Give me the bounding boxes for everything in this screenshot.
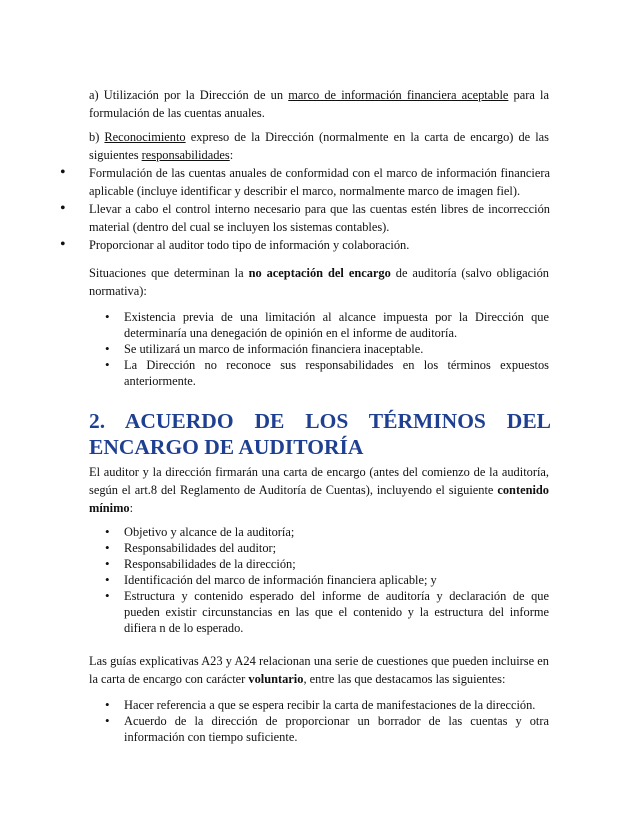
list-item: • La Dirección no reconoce sus responsabilidades en los términos expuestos anteriormente. [89,357,549,389]
voluntary-list [89,697,549,745]
guides-prefix: Las guías explicativas A23 y A24 relacionan una serie de cuestiones que pueden incluirse en la carta de encargo con carácter [89,654,549,686]
paragraph-a [89,86,549,122]
paragraph-b-prefix: b) [89,130,105,144]
agreement-prefix: El auditor y la dirección firmarán una carta de encargo (antes del comienzo de la auditoría, según el art.8 del Reglamento de Auditoría de Cuentas), incluyendo el siguiente [89,465,549,497]
situations-suffix: de auditoría (salvo obligación normativa): [89,266,549,298]
list-item: • Estructura y contenido esperado del informe de auditoría y declaración de que pueden existir circunstancias en las que el contenido y la estructura del informe difiera n de lo esperado. [89,588,549,636]
responsibilities-term[interactable]: responsabilidades [141,148,230,162]
list-item: • Acuerdo de la dirección de proporcionar un borrador de las cuentas y otra información con tiempo suficiente. [89,713,549,745]
list-item: • Identificación del marco de información financiera aplicable; y [89,572,549,588]
paragraph-b-suffix: : [229,148,234,162]
recognition-term[interactable]: Reconocimiento [104,130,186,144]
paragraph-a-suffix: para la formulación de las cuentas anuales. [89,88,549,120]
responsibilities-list [60,164,550,254]
list-item: • Hacer referencia a que se espera recibir la carta de manifestaciones de la dirección. [89,697,549,713]
list-item: • Formulación de las cuentas anuales de conformidad con el marco de información financiera aplicable (incluye identificar y describir el marco, normalmente marco de imagen fiel). [60,164,550,200]
section-heading: 2. ACUERDO DE LOS TÉRMINOS DEL ENCARGO DE AUDITORÍA [89,409,551,459]
situations-paragraph [89,264,549,300]
guides-suffix: , entre las que destacamos las siguientes: [303,672,506,686]
list-item: • Proporcionar al auditor todo tipo de información y colaboración. [60,236,550,254]
agreement-suffix: : [129,501,134,515]
situations-prefix: Situaciones que determinan la [89,266,249,280]
list-item: • Llevar a cabo el control interno necesario para que las cuentas estén libres de incorrección material (dentro del cual se incluyen los sistemas contables). [60,200,550,236]
voluntary-term: voluntario [248,672,304,686]
paragraph-b [89,128,549,164]
paragraph-b-middle: expreso de la Dirección (normalmente en la carta de encargo) de las siguientes [89,130,549,162]
list-item: • Se utilizará un marco de información financiera inaceptable. [89,341,549,357]
list-item: • Existencia previa de una limitación al alcance impuesta por la Dirección que determinaría una denegación de opinión en el informe de auditoría. [89,309,549,341]
list-item: • Responsabilidades de la dirección; [89,556,549,572]
financial-framework-link[interactable]: marco de información financiera aceptable [288,88,509,102]
situations-list [89,309,549,389]
paragraph-a-prefix: a) Utilización por la Dirección de un [89,88,289,102]
minimum-content-term: contenido mínimo [89,483,549,515]
guides-paragraph [89,652,549,688]
minimum-content-list [89,524,549,636]
list-item: • Responsabilidades del auditor; [89,540,549,556]
agreement-paragraph [89,463,549,517]
non-acceptance-term: no aceptación del encargo [248,266,391,280]
list-item: • Objetivo y alcance de la auditoría; [89,524,549,540]
